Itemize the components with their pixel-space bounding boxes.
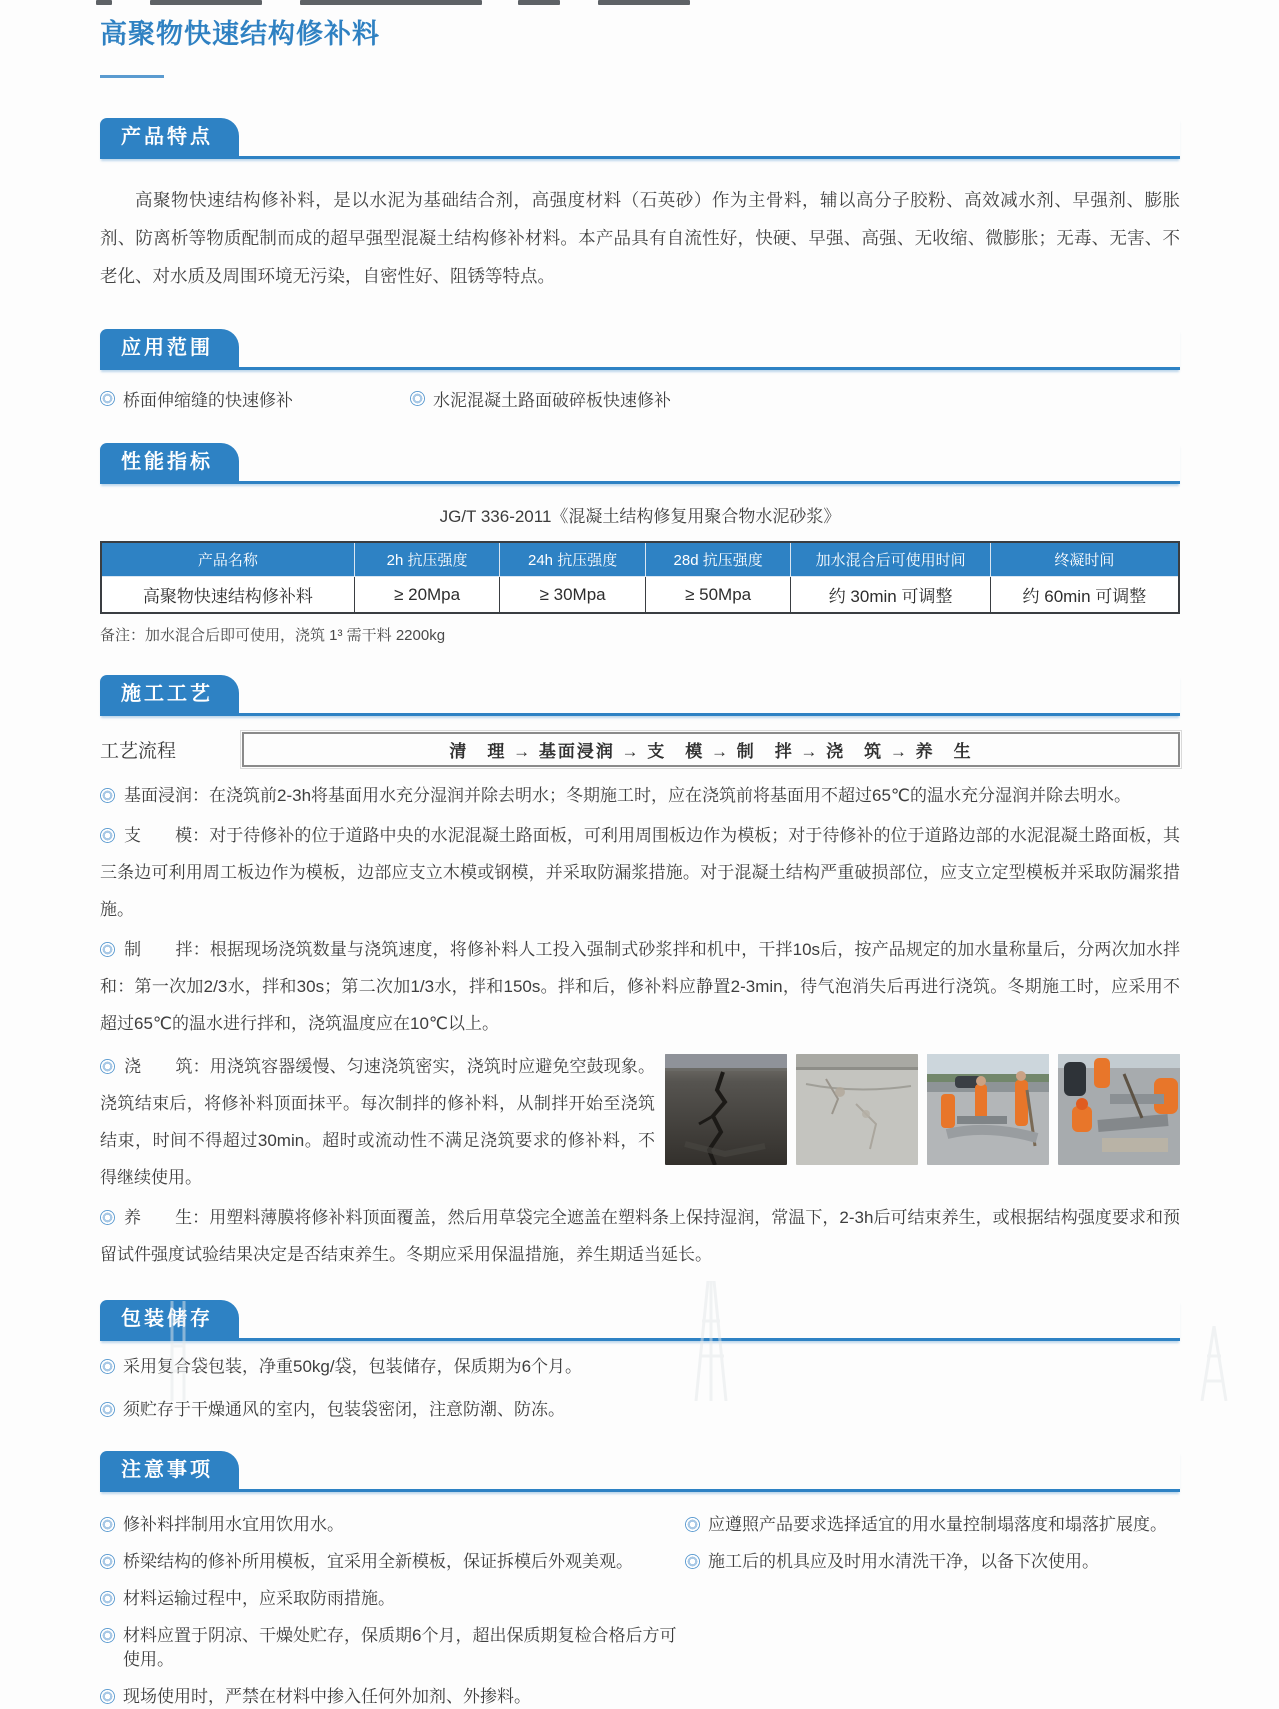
- double-ring-bullet-icon: [685, 1554, 700, 1569]
- column-header: 2h 抗压强度: [354, 542, 500, 577]
- section-header-process: [100, 675, 1180, 716]
- section-tab-applications: 应用范围: [100, 329, 239, 367]
- table-remark: 备注：加水混合后即可使用，浇筑 1³ 需干料 2200kg: [100, 627, 446, 644]
- section-header-packaging: [100, 1300, 1180, 1341]
- cracked-dark-pavement-photo: [665, 1054, 787, 1165]
- packaging-text: 采用复合袋包装，净重50kg/袋，包装储存，保质期为6个月。: [123, 1357, 583, 1376]
- double-ring-bullet-icon: [100, 391, 115, 406]
- table-cell: ≥ 20Mpa: [354, 577, 500, 614]
- section-tab-performance: 性能指标: [100, 443, 239, 481]
- applications-list: [100, 386, 1180, 411]
- note-text: 施工后的机具应及时用水清洗干净，以备下次使用。: [708, 1552, 1099, 1571]
- column-header: 28d 抗压强度: [645, 542, 791, 577]
- section-tab-notes: 注意事项: [100, 1451, 239, 1489]
- site-photos: [655, 1045, 1180, 1196]
- process-media-row: [100, 1045, 1180, 1196]
- note-text: 材料应置于阴凉、干燥处贮存，保质期6个月，超出保质期复检合格后方可使用。: [123, 1626, 677, 1669]
- flow-label: 工艺流程: [100, 741, 177, 762]
- features-paragraph: 高聚物快速结构修补料，是以水泥为基础结合剂，高强度材料（石英砂）作为主骨料，辅以高分子胶粉、高效减水剂、早强剂、膨胀剂、防离析等物质配制而成的超早强型混凝土结构修补材料。本产品具有自流性好，快硬、早强、高强、无收缩、微膨胀；无毒、无害、不老化、对水质及周围环境无污染，自密性好、阻锈等特点。: [100, 190, 1180, 286]
- section-header-notes: [100, 1451, 1180, 1492]
- table-row: [101, 577, 1179, 614]
- list-item: [685, 1513, 1180, 1537]
- column-header: 24h 抗压强度: [500, 542, 646, 577]
- double-ring-bullet-icon: [100, 1059, 115, 1074]
- process-step: [100, 1048, 655, 1196]
- double-ring-bullet-icon: [100, 1554, 115, 1569]
- application-label: 水泥混凝土路面破碎板快速修补: [433, 391, 671, 410]
- section-tab-features: 产品特点: [100, 118, 239, 156]
- notes-right-column: [685, 1500, 1180, 1709]
- table-header-row: [101, 542, 1179, 577]
- list-item: [100, 1624, 685, 1672]
- double-ring-bullet-icon: [100, 942, 115, 957]
- workers-placing-mortar-photo: [1058, 1054, 1180, 1165]
- table-cell: 约 30min 可调整: [791, 577, 990, 614]
- road-repair-workers-photo: [927, 1054, 1049, 1165]
- process-step: [100, 817, 1180, 928]
- double-ring-bullet-icon: [100, 1591, 115, 1606]
- page-title: 高聚物快速结构修补料: [100, 19, 380, 49]
- double-ring-bullet-icon: [100, 1689, 115, 1704]
- double-ring-bullet-icon: [410, 391, 425, 406]
- table-cell: ≥ 50Mpa: [645, 577, 791, 614]
- double-ring-bullet-icon: [100, 1210, 115, 1225]
- double-ring-bullet-icon: [100, 828, 115, 843]
- table-cell: 约 60min 可调整: [990, 577, 1179, 614]
- process-step: [100, 1199, 1180, 1273]
- section-tab-packaging: 包装储存: [100, 1300, 239, 1338]
- notes-columns: [100, 1500, 1180, 1709]
- step-text: 基面浸润：在浇筑前2-3h将基面用水充分湿润并除去明水；冬期施工时，应在浇筑前将基面用不超过65℃的温水充分湿润并除去明水。: [124, 786, 1132, 805]
- list-item: [100, 1350, 1180, 1384]
- column-header: 加水混合后可使用时间: [791, 542, 990, 577]
- note-text: 桥梁结构的修补所用模板，宜采用全新模板，保证拆模后外观美观。: [123, 1552, 633, 1571]
- list-item: [100, 1550, 685, 1574]
- cracked-concrete-slab-photo: [796, 1054, 918, 1165]
- title-divider: [100, 75, 164, 78]
- table-cell: ≥ 30Mpa: [500, 577, 646, 614]
- watermark-pylon-left: [158, 1301, 198, 1401]
- column-header: 产品名称: [101, 542, 354, 577]
- section-header-performance: [100, 443, 1180, 484]
- performance-table: [100, 541, 1180, 614]
- column-header: 终凝时间: [990, 542, 1179, 577]
- section-header-features: [100, 118, 1180, 159]
- note-text: 现场使用时，严禁在材料中掺入任何外加剂、外掺料。: [123, 1687, 531, 1706]
- step-text: 支 模：对于待修补的位于道路中央的水泥混凝土路面板，可利用周围板边作为模板；对于待修补的位于道路边部的水泥混凝土路面板，其三条边可利用周工板边作为模板，边部应支立木模或钢模，并采取防漏浆措施。对于混凝土结构严重破损部位，应支立定型模板并采取防漏浆措施。: [100, 826, 1180, 919]
- notes-left-column: [100, 1500, 685, 1709]
- watermark-pylon-right: [1192, 1326, 1236, 1401]
- list-item: [100, 386, 410, 411]
- double-ring-bullet-icon: [100, 1517, 115, 1532]
- list-item: [100, 1685, 685, 1709]
- step-text: 浇 筑：用浇筑容器缓慢、匀速浇筑密实，浇筑时应避免空鼓现象。浇筑结束后，将修补料顶面抹平。每次制拌的修补料，从制拌开始至浇筑结束，时间不得超过30min。超时或流动性不满足浇筑要求的修补料，不得继续使用。: [100, 1057, 655, 1187]
- process-flow: [100, 732, 1180, 767]
- watermark-pylon-center: [688, 1281, 734, 1401]
- double-ring-bullet-icon: [100, 1628, 115, 1643]
- flow-steps-box: 清 理 → 基面浸润 → 支 模 → 制 拌 → 浇 筑 → 养 生: [242, 732, 1180, 767]
- double-ring-bullet-icon: [685, 1517, 700, 1532]
- double-ring-bullet-icon: [100, 1359, 115, 1374]
- list-item: [100, 1513, 685, 1537]
- application-label: 桥面伸缩缝的快速修补: [123, 391, 293, 410]
- double-ring-bullet-icon: [100, 788, 115, 803]
- process-step: [100, 931, 1180, 1042]
- note-text: 应遵照产品要求选择适宜的用水量控制塌落度和塌落扩展度。: [708, 1515, 1167, 1534]
- process-step: [100, 777, 1180, 814]
- table-cell: 高聚物快速结构修补料: [101, 577, 354, 614]
- list-item: [100, 1393, 1180, 1427]
- list-item: [100, 1587, 685, 1611]
- note-text: 材料运输过程中，应采取防雨措施。: [123, 1589, 395, 1608]
- double-ring-bullet-icon: [100, 1402, 115, 1417]
- note-text: 修补料拌制用水宜用饮用水。: [123, 1515, 344, 1534]
- standard-reference: JG/T 336-2011《混凝土结构修复用聚合物水泥砂浆》: [439, 507, 841, 526]
- list-item: [685, 1550, 1180, 1574]
- step-text: 制 拌：根据现场浇筑数量与浇筑速度，将修补料人工投入强制式砂浆拌和机中，干拌10s后，按产品规定的加水量称量后，分两次加水拌和：第一次加2/3水，拌和30s；第二次加1/3水，拌和150s。拌和后，修补料应静置2-3min，待气泡消失后再进行浇筑。冬期施工时，应采用不超过65℃的温水进行拌和，浇筑温度应在10℃以上。: [100, 940, 1180, 1033]
- step-text: 养 生：用塑料薄膜将修补料顶面覆盖，然后用草袋完全遮盖在塑料条上保持湿润，常温下，2-3h后可结束养生，或根据结构强度要求和预留试件强度试验结果决定是否结束养生。冬期应采用保温措施，养生期适当延长。: [100, 1208, 1180, 1264]
- list-item: [410, 386, 671, 411]
- section-tab-process: 施工工艺: [100, 675, 239, 713]
- packaging-text: 须贮存于干燥通风的室内，包装袋密闭，注意防潮、防冻。: [123, 1400, 565, 1419]
- section-header-applications: [100, 329, 1180, 370]
